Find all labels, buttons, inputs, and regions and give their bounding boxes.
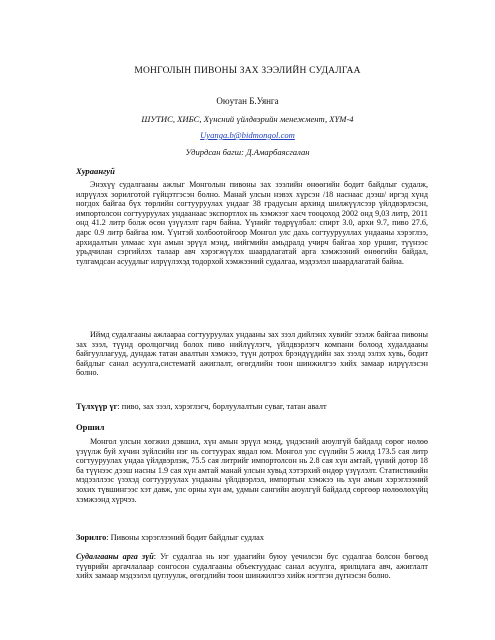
goal-line bbox=[76, 533, 428, 543]
keywords-label: Түлхүүр үг bbox=[76, 402, 118, 411]
author-email-link[interactable]: Uyanga.b@bidmongol.com bbox=[200, 130, 295, 140]
abstract-heading: Хураангуй bbox=[76, 166, 115, 176]
paper-title: МОНГОЛЫН ПИВОНЫ ЗАХ ЗЭЭЛИЙН СУДАЛГАА bbox=[134, 66, 361, 76]
method-paragraph bbox=[76, 552, 428, 581]
abstract-paragraph-1: Энэхүү судалгааны ажлыг Монголын пивоны зах зээлийн өнөөгийн бодит байдлыг судалж, илрүүлэх зорилготой гүйцэтгэсэн болно. Манай улсын нэвэх хүрсэн /18 наснаас дээш/ иргэд хүнд ногдох байгаа бүх төрлийн согтууруулах ундааг 38 градусын архинд шилжүүлсээр үйлдвэрлэсэн, импортолсон согтууруулах ундаанаас экспортлох нь хэмжээг хасч тооцоход 2002 онд 9,03 литр, 2011 онд 41.2 литр болж өсөн үзүүлэлт гарч байна. Үүнийг төдрүүлбал: спирт 3.0, архи 9.7, пиво 27.6, дарс 0.9 литр байгаа юм. Үүнтэй холбоотойгоор Монгол улс дахь согтуурууллах ундааны хэрэглээ, архидалтын улмаас хүн амын эрүүл мэнд, нийгмийн амьдралд учирч байгаа хор уршиг, түүнээс урьдчилан сэргийлэх талаар авч хэрэгжүүлэх шаардлагатай арга хэмжээний өнөөгийн байдал, тулгамдсан асуудлыг илрүүлэхэд тодорхой хэмжээний судалгаа, мэдээлэл шаардлагатай байна. bbox=[76, 180, 428, 266]
abstract-paragraph-2: Иймд судалгааны ажлаараа согтууруулах ундааны зах зээл дийлэнх хувийг эзэлж байгаа пивоны зах зээл, түүнд оролцогчид болох пиво нийлүүлэгч, үйлдвэрлэгч компани болоод худалдааны байгууллагууд, дундаж татан авалтын хэмжээ, түүн дотроx брэндүүдийн зах зээлд эзлэх хувь, бодит байдлыг санал асуулга,систематй ажиглалт, өгөгдлийн тоон шинжилгээ хийх замаар илрүүлэсэн болно. bbox=[76, 330, 428, 378]
author-name: Оюутан Б.Уянга bbox=[216, 96, 279, 106]
method-label: Судалгааны арга зүй bbox=[76, 552, 154, 561]
goal-text: : Пивоны хэрэглээний бодит байдлыг судлах bbox=[106, 533, 265, 542]
author-affiliation: ШУТИС, ХИБС, Хүнсний үйлдвэрийн менежмент, ХҮМ-4 bbox=[141, 114, 354, 124]
intro-paragraph: Монгол улсын хөгжил дэвшил, хүн амын эрүүл мэнд, үндэсний аюулгүй байдалд сөрөг нөлөө үзүүлж буй хүчин зүйлсийн нэг нь согтуурах явдал юм. Монгол улс сүүлийн 5 жилд 173.5 сая литр согтууруулах ундаа үйлдвэрлэж, 75.5 сая литрийг импортолсон нь 2.8 сая хүн амтай, үүний дотор 18 ба түүнээс дээш насны 1.9 сая хүн амтай манай улсын хувьд хэтэрхий өндөр үзүүлэлт. Статистикийн мэдээллээс үзэхэд согтууруулах ундааны үйлдвэрлэл, импортын хэмжээ нь хүн амын хэрэглээний зохих түвшингээс хэт давж, улс орны хүн ам, удмын сангийн аюулгүй байдалд сөргөөр нөлөөлөхүйц хэмжээнд хүрчээ. bbox=[76, 437, 428, 504]
goal-label: Зорилго bbox=[76, 533, 107, 542]
method-text: : Уг судалгаа нь нэг удаагийн буюу үечилсэн бус судалгаа болсон бөгөөд түүврийн аргачлалаар сонгосон судалгааны объектуудаас санал асуулга, ярилцлага авч, ажиглалт хийх замаар мэдээлэл цуглуулж, өгөгдлийн тоон шинжилгээ хийж нэгтгэн дүгнэсэн болно. bbox=[76, 552, 428, 581]
keywords-line bbox=[76, 402, 428, 412]
intro-heading: Оршил bbox=[76, 422, 105, 432]
advisor-line: Удирдсан багш: Д.Амарбаясгалан bbox=[185, 147, 310, 157]
keywords-text: : пиво, зах зээл, хэрэглэгч, борлуулалтын суваг, татан авалт bbox=[117, 402, 327, 411]
